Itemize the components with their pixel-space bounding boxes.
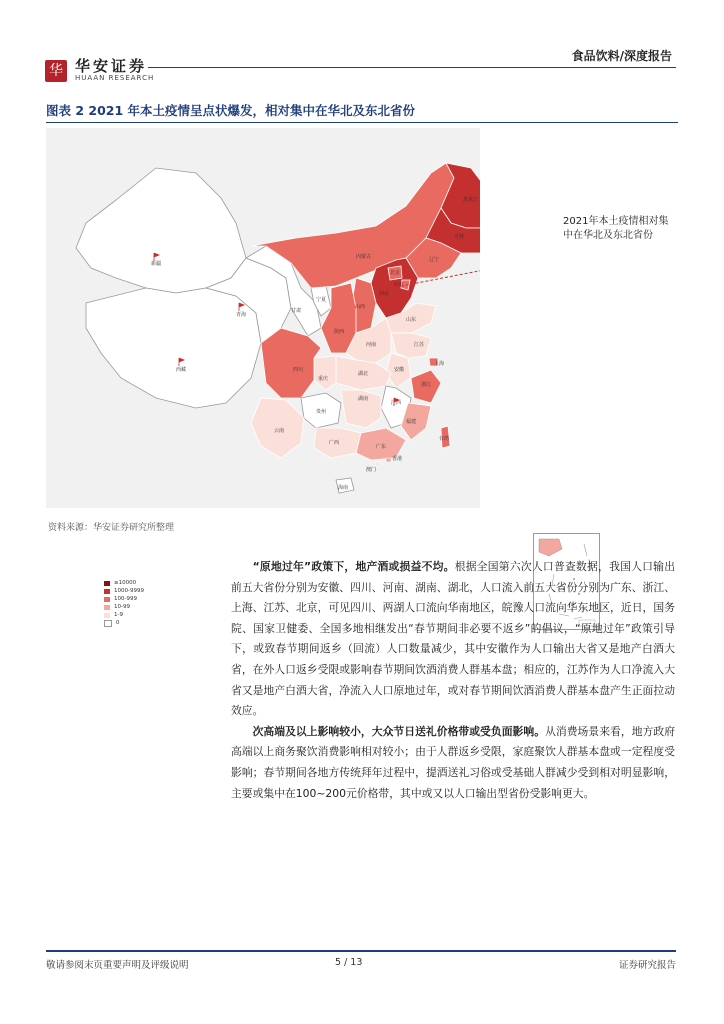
legend-swatch (104, 597, 110, 602)
label-xizang: 西藏 (176, 367, 187, 373)
legend-label: ≥10000 (114, 580, 137, 586)
label-sichuan: 四川 (293, 367, 304, 373)
province-chongqing (314, 356, 336, 390)
province-jiangsu (391, 333, 431, 358)
document-type: 食品饮料/深度报告 (571, 49, 672, 63)
footer-disclaimer: 敬请参阅末页重要声明及评级说明 (46, 960, 189, 971)
paragraph-1-text: 根据全国第六次人口普查数据，我国人口输出前五大省份分别为安徽、四川、河南、湖南、湖北，人口流入前五大省份分别为广东、浙江、上海、江苏、北京，可见四川、两湖人口流向华南地区，皖豫人口流向华东地区，近日，国务院、国家卫健委、全国多地相继发出“春节期间非必要不返乡”的倡议，“原地过年”政策引导下，或致春节期间返乡（回流）人口数量减少，其中安徽作为人口输出大省又是地产白酒大省，在外人口返乡受限或影响春节期间饮酒消费人群基本盘；相应的，江苏作为人口净流入大省又是地产白酒大省，净流入人口原地过年，或对春节期间饮酒消费人群基本盘产生正面拉动效应。 (231, 560, 675, 718)
province-xinjiang (76, 168, 246, 293)
legend-label: 1000-9999 (114, 588, 144, 594)
legend-swatch (104, 605, 110, 610)
label-xinjiang: 新疆 (151, 261, 162, 267)
label-beijing: 北京 (390, 270, 401, 276)
body-text (231, 557, 675, 804)
label-shaanxi: 陕西 (334, 329, 345, 335)
label-shandong: 山东 (406, 317, 417, 323)
province-xizang (86, 288, 261, 408)
legend-item (104, 579, 144, 587)
label-tianjin: 天津 (393, 282, 404, 288)
map-legend (104, 579, 144, 627)
paragraph-1-heading: “原地过年”政策下，地产酒或损益不均。 (252, 560, 455, 573)
label-shanghai: 上海 (434, 361, 445, 367)
label-hubei: 湖北 (358, 371, 369, 377)
logo-seal-icon: 华 (45, 60, 67, 82)
figure-source: 资料来源：华安证券研究所整理 (48, 523, 175, 533)
footer-divider (46, 950, 676, 952)
label-guizhou: 贵州 (316, 409, 327, 415)
label-heilongjiang: 黑龙江 (463, 197, 479, 203)
label-xianggang: 香港 (392, 456, 403, 462)
figure-title-divider (46, 122, 678, 123)
legend-swatch (104, 613, 110, 618)
paragraph-1 (231, 557, 675, 722)
province-aomen (376, 462, 380, 466)
label-chongqing: 重庆 (318, 376, 329, 382)
label-zhejiang: 浙江 (421, 382, 432, 388)
label-guangdong: 广东 (376, 444, 387, 450)
company-logo (45, 58, 154, 83)
label-gansu: 甘肃 (291, 308, 302, 314)
label-guangxi: 广西 (329, 440, 340, 446)
legend-item (104, 603, 144, 611)
label-ningxia: 宁夏 (316, 297, 327, 303)
label-hebei: 河北 (379, 291, 390, 297)
legend-swatch (104, 620, 112, 627)
label-hunan: 湖南 (358, 396, 369, 402)
header-divider (148, 67, 676, 68)
label-liaoning: 辽宁 (429, 257, 440, 263)
label-henan: 河南 (366, 342, 377, 348)
legend-item (104, 619, 144, 627)
label-yunnan: 云南 (274, 428, 285, 434)
paragraph-2 (231, 722, 675, 804)
footer-report-type: 证券研究报告 (618, 960, 676, 971)
map-annotation: 2021年本土疫情相对集中在华北及东北省份 (563, 216, 669, 241)
label-jilin: 吉林 (454, 234, 465, 240)
label-qinghai: 青海 (236, 312, 247, 318)
paragraph-2-heading: 次高端及以上影响较小，大众节日送礼价格带或受负面影响。 (252, 724, 546, 738)
province-xianggang (386, 458, 391, 462)
china-map-svg (46, 128, 480, 508)
legend-label: 1-9 (114, 612, 123, 618)
label-hainan: 海南 (338, 485, 349, 491)
brand-name-en: HUAAN RESEARCH (75, 74, 155, 82)
legend-label: 10-99 (114, 604, 130, 610)
legend-item (104, 587, 144, 595)
legend-label: 0 (116, 620, 120, 626)
paragraph-2-text: 从消费场景来看，地方政府高端以上商务聚饮消费影响相对较小；由于人群返乡受限，家庭聚饮人群基本盘或一定程度受影响；春节期间各地方传统拜年过程中，提酒送礼习俗或受基础人群减少受到相对明显影响，主要或集中在100~200元价格带，其中或又以人口输出型省份受影响更大。 (231, 724, 676, 800)
legend-label: 100-999 (114, 596, 137, 602)
page-number: 5 / 13 (335, 957, 363, 968)
province-sichuan (261, 328, 321, 398)
brand-name-cn: 华安证券 (75, 57, 148, 75)
legend-swatch (104, 589, 110, 594)
label-shanxi: 山西 (355, 304, 366, 310)
legend-item (104, 611, 144, 619)
label-taiwan: 台湾 (439, 436, 450, 442)
legend-item (104, 595, 144, 603)
label-fujian: 福建 (406, 419, 417, 425)
label-aomen: 澳门 (366, 467, 377, 473)
figure-title: 图表 2 2021 年本土疫情呈点状爆发，相对集中在华北及东北省份 (46, 103, 416, 118)
legend-swatch (104, 581, 110, 586)
label-jiangxi: 江西 (391, 400, 402, 406)
label-jiangsu: 江苏 (414, 342, 425, 348)
label-neimenggu: 内蒙古 (356, 254, 372, 260)
label-anhui: 安徽 (394, 367, 405, 373)
